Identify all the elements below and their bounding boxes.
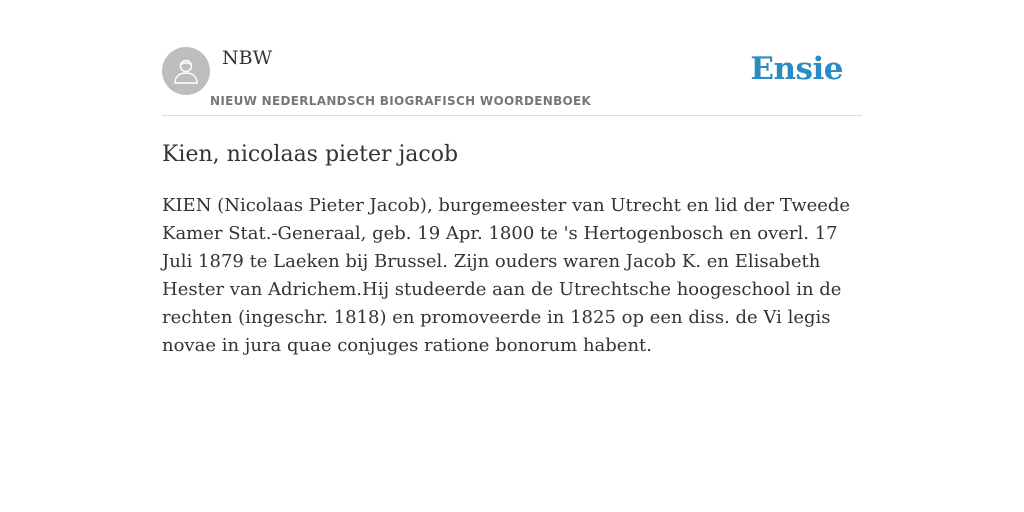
article-title: Kien, nicolaas pieter jacob [162,142,459,167]
source-full-name: NIEUW NEDERLANDSCH BIOGRAFISCH WOORDENBOEK [210,94,592,108]
source-avatar[interactable] [162,47,210,95]
article-card [162,0,862,512]
user-icon [171,56,201,86]
brand-logo[interactable]: Ensie [750,51,843,87]
source-name[interactable]: NBW [222,47,273,69]
source-header [162,0,862,116]
article-body: KIEN (Nicolaas Pieter Jacob), burgemeester van Utrecht en lid der Tweede Kamer Stat.-Generaal, geb. 19 Apr. 1800 te 's Hertogenbosch en overl. 17 Juli 1879 te Laeken bij Brussel. Zijn ouders waren Jacob K. en Elisabeth Hester van Adrichem.Hij studeerde aan de Utrechtsche hoogeschool in de rechten (ingeschr. 1818) en promoveerde in 1825 op een diss. de Vi legis novae in jura quae conjuges ratione bonorum habent. [162,195,851,356]
